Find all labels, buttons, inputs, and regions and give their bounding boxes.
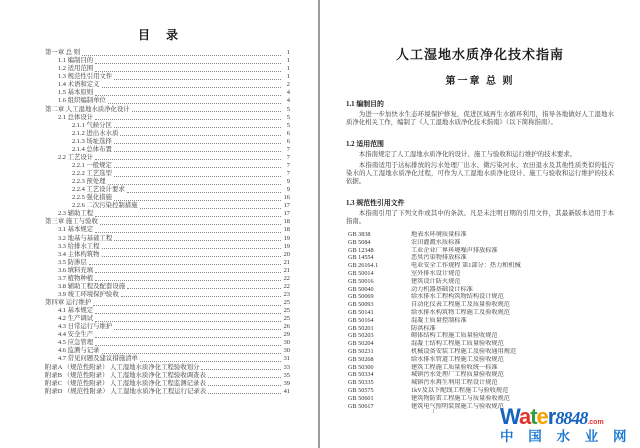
toc-entry [45, 162, 290, 170]
toc-leader-dots [114, 167, 281, 168]
toc-entry-label: 3.7 植物种植 [58, 274, 94, 282]
toc-entry [45, 363, 290, 371]
toc-entry-page: 4 [286, 89, 290, 97]
toc-entry [45, 138, 290, 146]
standard-title: 恶臭污染物排放标准 [411, 254, 467, 262]
toc-leader-dots [140, 361, 281, 362]
standard-title: 建筑物防雷工程施工与质量验收规范 [411, 394, 510, 402]
toc-entry [45, 307, 290, 315]
watermark-domain: .com [587, 418, 604, 426]
standard-title: 建筑电气照明装置施工与验收规范 [411, 402, 504, 410]
toc-leader-dots [95, 159, 281, 160]
standard-code: GB 50204 [348, 340, 374, 348]
standard-title: 1kV及以下配线工程施工与验收规范 [411, 386, 509, 394]
toc-entry-label: 3.2 地基与基础工程 [58, 234, 113, 242]
toc-leader-dots [100, 224, 281, 225]
watermark-brand [500, 403, 640, 429]
toc-leader-dots [95, 71, 281, 72]
standard-row [346, 356, 614, 364]
toc-entry-label: 2.3 辅助工程 [58, 210, 94, 218]
toc-entry-page: 7 [286, 161, 290, 169]
section-paragraph: 本指南引用了下列文件或其中的条款。凡是未注明日期的引用文件，其最新版本适用于本指南。 [346, 210, 614, 225]
toc-entry-page: 20 [283, 250, 290, 258]
toc-entry-label: 2.1.2 进出水水质 [72, 129, 119, 137]
toc-entry [45, 186, 290, 194]
toc-leader-dots [120, 135, 281, 136]
toc-entry-page: 4 [286, 97, 290, 105]
standard-title: 给水排水构筑物工程施工及验收规范 [411, 308, 510, 316]
watermark-subtitle: 中 国 水 业 网 [500, 428, 633, 444]
chapter-body [320, 98, 640, 410]
toc-entry-page: 6 [286, 129, 290, 137]
toc-entry-page: 25 [283, 299, 290, 306]
toc-entry-page: 39 [283, 379, 290, 387]
toc-leader-dots [208, 385, 281, 386]
toc-entry-page: 1 [286, 49, 290, 57]
toc-entry-page: 22 [283, 282, 290, 290]
toc-entry [45, 154, 290, 162]
standard-row [346, 301, 614, 309]
toc-entry-label: 3.4 主体构筑物 [58, 250, 100, 258]
toc-leader-dots [208, 377, 281, 378]
toc-entry-label: 附录A （规范性附录） 人工湿地水质净化工程验收划分 [45, 363, 200, 371]
toc-entry-page: 25 [283, 315, 290, 323]
toc-entry-page: 2 [286, 81, 290, 89]
toc-entry [45, 234, 290, 242]
toc-entry [45, 355, 290, 363]
toc-entry [45, 226, 290, 234]
standard-code: GB 50601 [348, 394, 374, 402]
toc-entry-label: 1.3 规范性引用文件 [58, 73, 113, 81]
toc-entry [45, 122, 290, 130]
toc-leader-dots [95, 95, 281, 96]
toc-entry-page: 29 [283, 331, 290, 339]
toc-entry [45, 130, 290, 138]
toc-entry-page: 5 [286, 113, 290, 121]
toc-entry-page: 7 [286, 145, 290, 153]
standard-row [346, 239, 614, 247]
standard-code: GB 50016 [348, 277, 374, 285]
toc-entry-page: 23 [283, 290, 290, 298]
toc-entry-label: 1.4 术语和定义 [58, 81, 100, 89]
standard-code: GB 50164 [348, 316, 374, 324]
toc-entry-page: 19 [283, 242, 290, 250]
watermark-letter: W [500, 403, 519, 429]
toc-entry-page: 7 [286, 153, 290, 161]
toc-entry-label: 2.2 工艺设计 [58, 153, 94, 161]
toc-entry-label: 1.2 适用范围 [58, 65, 94, 73]
toc-entry-label: 2.1.1 气候分区 [72, 121, 112, 129]
watermark-letter: a [518, 403, 531, 429]
toc-entry [45, 97, 290, 105]
standard-row [346, 293, 614, 301]
standard-code: GB 50575 [348, 386, 374, 394]
toc-entry-page: 21 [283, 258, 290, 266]
toc-entry-page: 19 [283, 234, 290, 242]
toc-entry-label: 4.5 应急管理 [58, 339, 94, 347]
section-paragraph: 本指南适用于达标排放的污水处理厂出水、微污染河水、农田退水及其他性质类似的低污染水的人工湿地水质净化过程，可作为人工湿地水质净化设计、施工与验收和运行维护的技术依据。 [346, 162, 614, 185]
document-title: 人工湿地水质净化技术指南 [395, 47, 564, 62]
toc-entry [45, 315, 290, 323]
toc-entry [45, 283, 290, 291]
toc-entry-label: 2.1.4 总体布置 [72, 145, 112, 153]
section-heading-1-1: 1.1 编制目的 [346, 101, 384, 108]
standard-row [346, 286, 614, 294]
standard-code: GB 50069 [348, 293, 374, 301]
toc-entry [45, 388, 290, 396]
toc-leader-dots [95, 280, 281, 281]
toc-leader-dots [82, 55, 281, 56]
standard-title: 动力机器基础设计标准 [411, 285, 473, 293]
toc-entry-label: 4.2 生产调试 [58, 315, 94, 323]
toc-entry-page: 30 [283, 339, 290, 347]
watermark-brand-letters [500, 403, 556, 429]
toc-entry [45, 65, 290, 73]
standard-code: GB 50201 [348, 324, 374, 332]
toc-leader-dots [95, 272, 281, 273]
watermark-letter: t [530, 403, 537, 429]
toc-entry [45, 291, 290, 299]
standard-code: GB 50231 [348, 347, 374, 355]
standard-code: GB 26164.1 [348, 262, 379, 270]
toc-leader-dots [114, 151, 281, 152]
toc-entry-label: 2.1.3 场址选择 [72, 137, 112, 145]
toc-entry-label: 3.9 竣工环境保护验收 [58, 290, 119, 298]
standard-row [346, 254, 614, 262]
toc-title: 目 录 [137, 28, 180, 42]
toc-entry-page: 5 [286, 121, 290, 129]
toc-entry-page: 33 [283, 363, 290, 371]
toc-leader-dots [114, 329, 281, 330]
toc-entry-page: 35 [283, 371, 290, 379]
toc-leader-dots [114, 200, 281, 201]
standard-row [346, 364, 614, 372]
standard-title: 城镇污水处理厂工程质量验收规范 [411, 371, 504, 379]
toc-entry [45, 105, 290, 113]
toc-entry-label: 第三章 施工与验收 [45, 218, 98, 226]
toc-leader-dots [95, 63, 281, 64]
toc-leader-dots [114, 143, 281, 144]
toc-entry [45, 323, 290, 331]
toc-entry-label: 4.3 日常运行与维护 [58, 323, 113, 331]
toc-entry-page: 7 [286, 170, 290, 177]
standard-title: 工业企业厂界环境噪声排放标准 [411, 246, 498, 254]
toc-entry-label: 2.2.1 一般规定 [72, 161, 112, 169]
standard-code: GB 50141 [348, 308, 374, 316]
standard-title: 混凝土质量控制标准 [411, 316, 467, 324]
standard-title: 地表水环境质量标准 [411, 231, 467, 238]
toc-entry-label: 2.2.3 预处理 [72, 178, 106, 186]
toc-entry-page: 18 [283, 218, 290, 226]
toc-leader-dots [102, 353, 281, 354]
toc-entry [45, 299, 290, 307]
standard-row [346, 231, 614, 239]
toc-leader-dots [114, 79, 281, 80]
toc-leader-dots [121, 296, 281, 297]
toc-leader-dots [93, 305, 281, 306]
standard-row [346, 270, 614, 278]
toc-leader-dots [114, 176, 281, 177]
toc-entry-label: 4.1 基本规定 [58, 307, 94, 315]
chapter-title: 第一章 总 则 [445, 76, 515, 87]
toc-entry-label: 3.1 基本规定 [58, 226, 94, 234]
standard-code: GB 12348 [348, 246, 374, 254]
toc-entry [45, 114, 290, 122]
toc-leader-dots [95, 345, 281, 346]
toc-entry [45, 251, 290, 259]
toc-entry-page: 9 [286, 178, 290, 186]
toc-entry-label: 3.6 填料充填 [58, 266, 94, 274]
toc-entry-page: 41 [283, 387, 290, 395]
toc-entry-label: 第四章 运行维护 [45, 299, 92, 306]
standard-row [346, 262, 614, 270]
toc-page [0, 0, 318, 448]
standard-title: 机械设备安装工程施工及验收通用规范 [411, 347, 517, 355]
standard-code: GB 50040 [348, 285, 374, 293]
toc-leader-dots [140, 208, 281, 209]
toc-entry-label: 附录C （规范性附录） 人工湿地水质净化工程监测记录表 [45, 379, 206, 387]
toc-entry-page: 17 [283, 210, 290, 218]
section-heading-1-2: 1.2 适用范围 [346, 141, 384, 148]
toc-leader-dots [95, 321, 281, 322]
toc-entry-page: 9 [286, 186, 290, 194]
standards-list [346, 231, 614, 410]
toc-entry [45, 49, 290, 57]
standard-title: 电业安全工作规程 第1部分：热力和机械 [411, 262, 521, 270]
toc-leader-dots [95, 119, 281, 120]
toc-entry-label: 第二章 人工湿地水质净化设计 [45, 105, 130, 113]
standard-code: GB 50093 [348, 301, 374, 309]
toc-entry-label: 3.5 防渗层 [58, 258, 87, 266]
toc-leader-dots [127, 192, 281, 193]
standard-code: GB 50335 [348, 379, 374, 387]
toc-entry-page: 31 [283, 355, 290, 363]
standard-row [346, 379, 614, 387]
toc-entry-page: 30 [283, 347, 290, 355]
standard-code: GB 5084 [348, 238, 371, 246]
toc-entry-label: 4.7 常见问题及建议措施清单 [58, 355, 138, 363]
toc-leader-dots [108, 184, 281, 185]
toc-entry [45, 372, 290, 380]
standard-title: 自动化仪表工程施工及质量验收规范 [411, 301, 510, 309]
standard-title: 农田灌溉水质标准 [411, 238, 461, 246]
page-number: 1 [432, 409, 435, 415]
standard-row [346, 278, 614, 286]
toc-leader-dots [95, 232, 281, 233]
toc-entry-page: 1 [286, 73, 290, 81]
toc-entry-page: 18 [283, 226, 290, 234]
toc-leader-dots [127, 288, 281, 289]
toc-entry-label: 2.2.4 工艺设计要求 [72, 186, 125, 194]
toc-entry-label: 4.4 安全生产 [58, 331, 94, 339]
toc-leader-dots [114, 127, 281, 128]
toc-entry-page: 6 [286, 137, 290, 145]
toc-leader-dots [95, 216, 281, 217]
standard-row [346, 325, 614, 333]
standard-title: 混凝土结构工程施工质量验收规范 [411, 340, 504, 348]
toc-entry [45, 57, 290, 65]
toc-entry-label: 附录B （规范性附录） 人工湿地水质净化工程验收调查表 [45, 371, 206, 379]
standard-row [346, 348, 614, 356]
toc-entry-page: 5 [286, 105, 290, 113]
standard-code: GB 50268 [348, 355, 374, 363]
toc-entry-page: 17 [283, 202, 290, 210]
standard-code: GB 14554 [348, 254, 374, 262]
standard-title: 建筑设计防火规范 [411, 277, 461, 285]
toc-entry [45, 178, 290, 186]
standard-row [346, 395, 614, 403]
section-paragraph: 本指南规定了人工湿地水质净化的设计、施工与验收和运行维护的技术要求。 [358, 151, 577, 158]
watermark-number: 8848 [555, 407, 588, 428]
watermark-letter: r [547, 403, 556, 429]
toc-entry [45, 243, 290, 251]
standard-row [346, 371, 614, 379]
standard-title: 城镇污水再生利用工程设计规范 [411, 379, 498, 387]
standard-row [346, 247, 614, 255]
standard-title: 防洪标准 [411, 324, 436, 332]
standard-row [346, 332, 614, 340]
standard-row [346, 387, 614, 395]
toc-entry-label: 1.1 编制目的 [58, 57, 94, 65]
toc-leader-dots [108, 103, 281, 104]
watermark [500, 403, 640, 444]
toc-entry-label: 附录D （规范性附录） 人工湿地水质净化工程运行记录表 [45, 387, 207, 395]
standard-code: GB 3838 [348, 231, 371, 238]
toc-leader-dots [95, 337, 281, 338]
toc-entry [45, 170, 290, 178]
toc-leader-dots [208, 393, 281, 394]
toc-entry [45, 380, 290, 388]
standard-code: GB 50334 [348, 371, 374, 379]
toc-leader-dots [114, 240, 281, 241]
toc-entry-page: 22 [283, 274, 290, 282]
toc-leader-dots [102, 87, 281, 88]
toc-list [45, 49, 290, 396]
standard-title: 建筑工程施工质量验收统一标准 [411, 363, 498, 371]
toc-entry [45, 146, 290, 154]
toc-entry [45, 259, 290, 267]
toc-entry [45, 275, 290, 283]
toc-entry-label: 2.2.2 工艺选型 [72, 170, 112, 177]
toc-entry-label: 2.2.6 二次污染控制措施 [72, 202, 138, 210]
toc-entry-label: 第一章 总 则 [45, 49, 81, 57]
toc-leader-dots [102, 256, 281, 257]
toc-entry-page: 1 [286, 65, 290, 73]
watermark-letter: e [536, 403, 548, 429]
toc-entry-label: 4.6 监测与记录 [58, 347, 100, 355]
toc-entry-label: 3.8 辅助工程及配套设施 [58, 282, 126, 290]
toc-leader-dots [132, 111, 281, 112]
toc-entry-label: 1.5 基本原则 [58, 89, 94, 97]
standard-code: GB 50617 [348, 402, 374, 410]
standard-title: 给水排水管道工程施工及验收规范 [411, 355, 504, 363]
toc-leader-dots [89, 264, 281, 265]
toc-entry-page: 1 [286, 57, 290, 65]
toc-leader-dots [201, 369, 281, 370]
toc-entry-label: 3.3 给排水工程 [58, 242, 100, 250]
toc-entry [45, 194, 290, 202]
toc-leader-dots [102, 248, 281, 249]
standard-code: GB 50014 [348, 269, 374, 277]
toc-leader-dots [95, 313, 281, 314]
standard-title: 给水排水工程构筑物结构设计规范 [411, 293, 504, 301]
standard-row [346, 340, 614, 348]
standard-title: 砌体结构工程施工质量验收规范 [411, 332, 498, 340]
section-paragraph: 为进一步加快水生态环境保护修复，促进区域再生水循环利用，指导各地做好人工湿地水质净化相关工作，编制了《人工湿地水质净化技术指南》（以下简称指南）。 [346, 111, 614, 126]
toc-entry-label: 1.6 组织编制单位 [58, 97, 106, 105]
section-heading-1-3: 1.3 规范性引用文件 [346, 200, 405, 207]
toc-entry-label: 2.1 总体设计 [58, 113, 94, 121]
standard-code: GB 50203 [348, 332, 374, 340]
toc-entry-label: 2.2.5 强化措施 [72, 194, 112, 202]
content-page [320, 0, 640, 448]
toc-entry [45, 267, 290, 275]
toc-entry-page: 21 [283, 266, 290, 274]
standard-title: 室外排水设计规范 [411, 269, 461, 277]
toc-entry-page: 16 [283, 194, 290, 202]
standard-code: GB 50300 [348, 363, 374, 371]
toc-entry-page: 26 [283, 323, 290, 331]
standard-row [346, 309, 614, 317]
standard-row [346, 317, 614, 325]
toc-entry-page: 25 [283, 307, 290, 315]
